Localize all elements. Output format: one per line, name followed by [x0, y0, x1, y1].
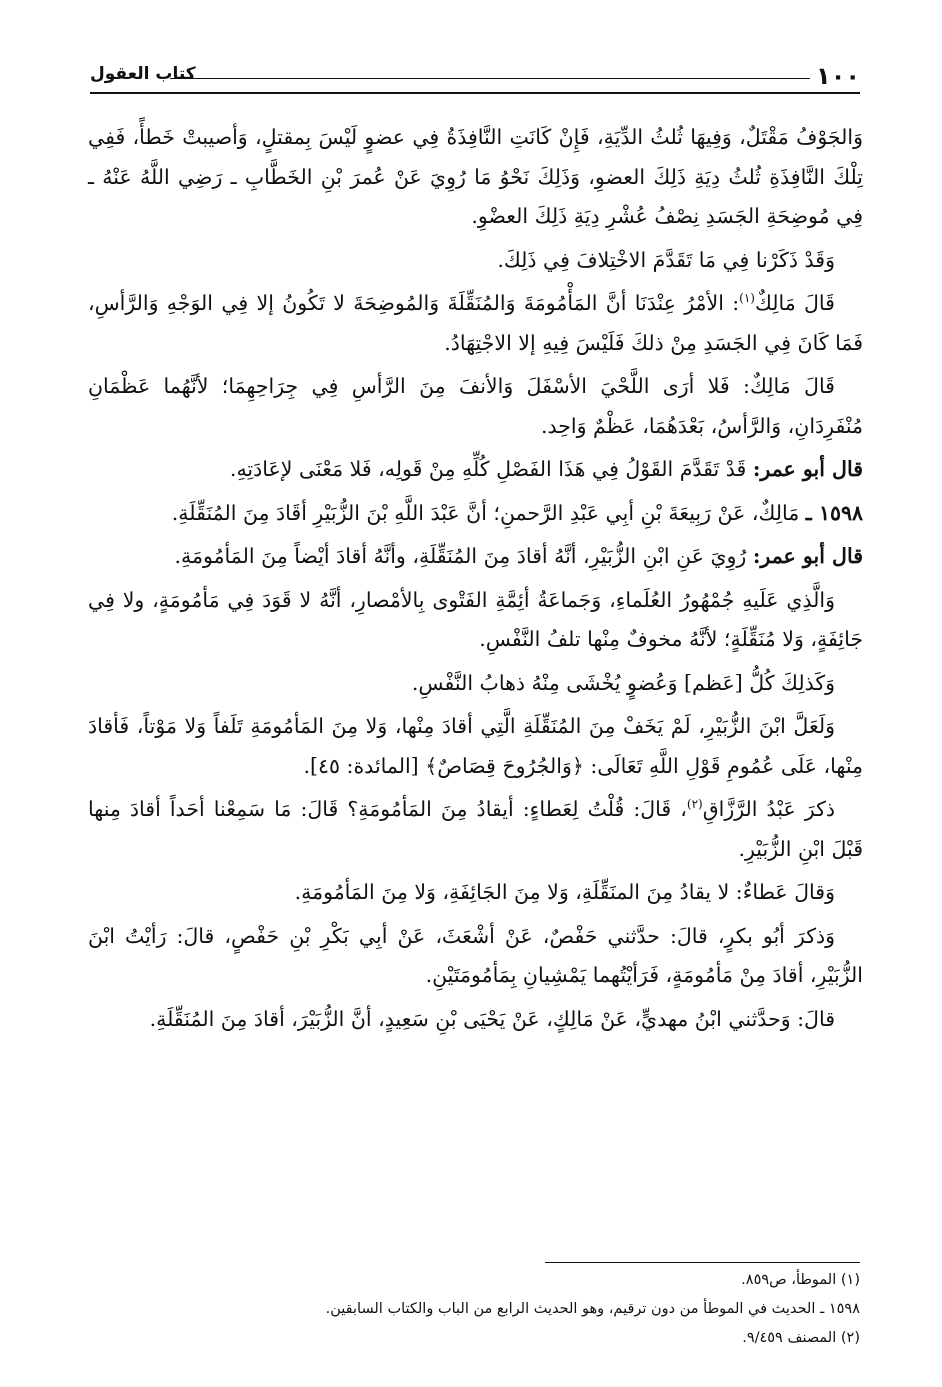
footnote: (١) الموطأ، ص٨٥٩.	[741, 1272, 860, 1288]
book-title: كتاب العقول	[90, 64, 196, 84]
footnote-marker[interactable]: (٢)	[686, 797, 703, 812]
footnote: ١٥٩٨ ـ الحديث في الموطأ من دون ترقيم، وهو الحديث الرابع من الباب والكتاب السابقين.	[325, 1301, 860, 1317]
paragraph: وَلَعَلَّ ابْنَ الزُّبَيْرِ، لَمْ يَخَفْ مِنَ المُنَقِّلَةِ الَّتِي أقادَ مِنْها، وَلا مِنَ المَأمُومَةِ تَلَفاً وَلا مَوْتاً، فَأقادَ مِنْها، عَلَى عُمُومِ قَوْلِ اللَّهِ تَعَالَى: ﴿وَالجُرُوحَ قِصَاصٌ﴾ [المائدة: ٤٥].	[88, 714, 863, 778]
paragraph: وَقالَ عَطاءٌ: لا يقادُ مِنَ المنَقِّلَةِ، وَلا مِنَ الجَائِفَةِ، وَلا مِنَ المَأمُومَةِ.	[294, 880, 835, 904]
paragraph-text: ذكرَ عَبْدُ الرَّزَّاقِ	[702, 797, 835, 821]
paragraph-text: قَدْ تَقَدَّمَ القَوْلُ فِي هَذَا الفَصْلِ كُلِّهِ مِنْ قَولِه، فَلا مَعْنَى لإعَادَتِهِ.	[229, 457, 753, 481]
paragraph	[88, 494, 863, 534]
paragraph: وَقَدْ ذَكَرْنا فِي مَا تَقَدَّمَ الاخْتِلافَ فِي ذَلِكَ.	[497, 247, 835, 272]
page-number: ١٠٠	[816, 62, 860, 90]
paragraph: وَالَّذِي عَلَيهِ جُمْهُورُ العُلَماءِ، وَجَماعَةُ أئِمَّةِ الفَتْوى بِالأمْصارِ، أنَّهُ لا قَوَدَ فِي مَأمُومَةٍ، ولا فِي جَائِفَةٍ، وَلا مُنَقِّلَةٍ؛ لأنَّهُ مخوفٌ مِنْها تلفُ النَّفْسِ.	[88, 587, 863, 651]
paragraph-text: مَالِكٌ، عَنْ رَبِيعَةَ بْنِ أبِي عَبْدِ الرَّحمنِ؛ أنَّ عَبْدَ اللَّهِ بْنَ الزُّبَيْرِ أقَادَ مِنَ المُنَقِّلَةِ.	[171, 500, 806, 525]
paragraph: قالَ: وَحدَّثني ابْنُ مهديٍّ، عَنْ مَالِكٍ، عَنْ يَحْيَى بْنِ سَعِيدٍ، أنَّ الزُّبَيْرَ، أقادَ مِنَ المُنَقِّلَةِ.	[149, 1006, 835, 1031]
paragraph-text: قَالَ مَالِكٌ	[754, 291, 835, 315]
hadith-number: ١٥٩٨ ـ	[805, 500, 863, 525]
paragraph-text: ، قَالَ: قُلْتُ لِعَطاءٍ: أيقادُ مِنَ المَأمُومَةِ؟ قَالَ: مَا سَمِعْنا أحَداً أقادَ مِنها قَبْلَ ابْنِ الزُّبَيْرِ.	[88, 797, 863, 861]
main-text	[88, 118, 863, 1043]
header-rule	[90, 92, 860, 94]
paragraph: قَالَ مَالِكٌ: فَلا أرَى اللَّحْيَ الأسْفَلَ وَالأنفَ مِنَ الرَّأسِ فِي جِرَاحِهِمَا؛ لأنَّهُما عَظْمَانِ مُنْفَرِدَانِ، وَالرَّأسُ، بَعْدَهُمَا، عَظْمٌ وَاحِد.	[88, 374, 863, 438]
footnotes	[90, 1266, 860, 1353]
footnote-separator	[545, 1262, 860, 1263]
paragraph	[88, 790, 863, 869]
speaker-label: قال أبو عمر:	[752, 457, 863, 481]
paragraph	[88, 537, 863, 577]
paragraph: وَكَذلِكَ كُلُّ [عَظم] وَعُضوٍ يُخْشَى مِنْهُ ذهابُ النَّفْسِ.	[411, 670, 835, 695]
footnote: (٢) المصنف ٩/٤٥٩.	[742, 1330, 860, 1346]
header-thin-rule	[170, 78, 810, 79]
page-header	[90, 58, 860, 94]
paragraph: وَذكرَ أبُو بكرٍ، قالَ: حدَّثني حَفْصٌ، عَنْ أشْعَثَ، عَنْ أبِي بَكْرِ بْنِ حَفْصٍ، قالَ: رَأيْتُ ابْنَ الزُّبَيْرِ، أقادَ مِنْ مَأمُومَةٍ، فَرَأيْتُهما يَمْشِيانِ بِمَأمُومَتَيْنِ.	[88, 923, 863, 987]
paragraph	[88, 284, 863, 363]
paragraph	[88, 450, 863, 490]
paragraph-text: : الأمْرُ عِنْدَنَا أنَّ المَأْمُومَةَ وَالمُنَقِّلَةَ وَالمُوضِحَةَ لا تَكُونُ إلا فِي الوَجْهِ وَالرَّأسِ، فَمَا كَانَ فِي الجَسَدِ مِنْ ذلكَ فَلَيْسَ فِيهِ إلا الاجْتِهَادُ.	[88, 291, 863, 355]
speaker-label: قال أبو عمر:	[752, 544, 863, 568]
footnote-marker[interactable]: (١)	[739, 291, 755, 306]
paragraph-text: رُوِيَ عَنِ ابْنِ الزُّبَيْرِ، أنَّهُ أقادَ مِنَ المُنَقِّلَةِ، وأنَّهُ أقادَ أيْضاً مِنَ المَأمُومَةِ.	[174, 544, 753, 568]
paragraph: وَالجَوْفُ مَقْتَلٌ، وَفِيهَا ثُلثُ الدِّيَةِ، فَإِنْ كَانَتِ النَّافِذَةُ فِي عضوٍ لَيْسَ بِمقتلٍ، وَأصيبتْ خَطأً، فَفِي تِلْكَ النَّافِذَةِ ثُلثُ دِيَةِ ذَلِكَ العضوِ، وَذَلِكَ نَحْوُ مَا رُوِيَ عَنْ عُمرَ بْنِ الخَطَّابِ ـ رَضِي اللَّهُ عَنْهُ ـ فِي مُوضِحَةِ الجَسَدِ نِصْفُ عُشْرِ دِيَةِ ذَلِكَ العضْوِ.	[88, 125, 863, 228]
